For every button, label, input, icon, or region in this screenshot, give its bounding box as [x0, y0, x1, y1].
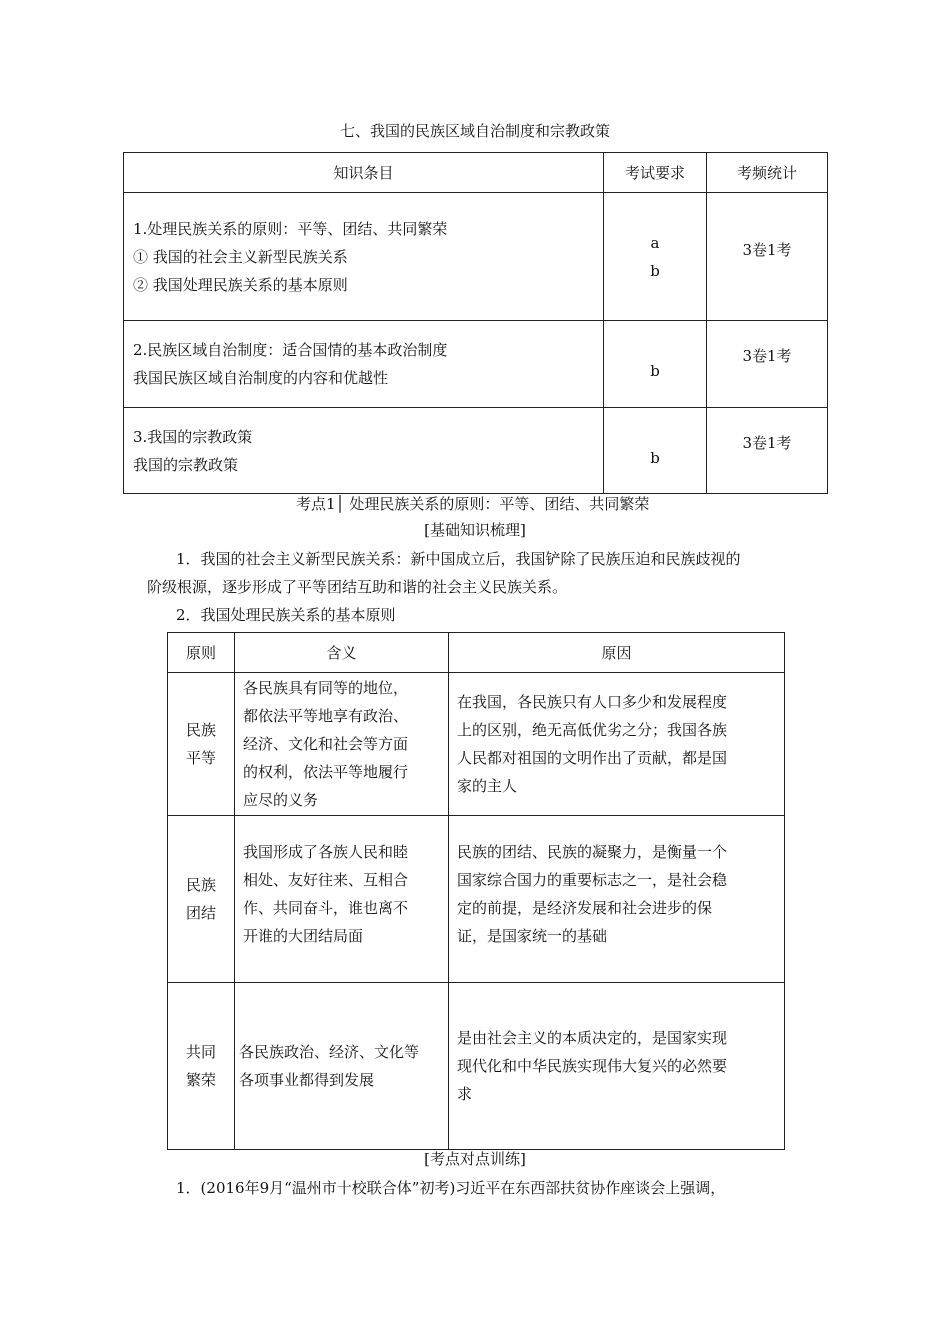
paragraph-line: 阶级根源，逐步形成了平等团结互助和谐的社会主义民族关系。: [147, 578, 568, 596]
reason-line: 国家综合国力的重要标志之一，是社会稳: [457, 871, 728, 889]
knowledge-item-cell: [124, 321, 604, 408]
knowledge-item-cell: [124, 193, 604, 321]
meaning-line: 相处、友好往来、互相合: [243, 871, 409, 889]
reason-line: 家的主人: [457, 777, 518, 795]
meaning-line: 都依法平等地享有政治、: [243, 707, 409, 725]
reason-line: 人民都对祖国的文明作出了贡献，都是国: [457, 749, 728, 767]
header-reason: 原因: [449, 633, 785, 673]
item-line: 1.处理民族关系的原则：平等、团结、共同繁荣: [133, 219, 448, 238]
table-row: [168, 816, 785, 983]
table-header-row: [124, 153, 828, 193]
requirement-cell: [604, 321, 707, 408]
meaning-line: 作、共同奋斗，谁也离不: [243, 899, 409, 917]
reason-cell: [449, 816, 785, 983]
principle-line: 团结: [185, 904, 216, 922]
principle-line: 共同: [185, 1043, 216, 1061]
principle-cell: [168, 816, 235, 983]
reason-line: 民族的团结、民族的凝聚力，是衡量一个: [457, 843, 728, 861]
requirement-value: b: [650, 449, 660, 467]
reason-line: 在我国，各民族只有人口多少和发展程度: [457, 693, 728, 711]
meaning-line: 应尽的义务: [243, 791, 319, 809]
meaning-cell: [235, 673, 449, 816]
item-line: 2.民族区域自治制度：适合国情的基本政治制度: [133, 341, 448, 359]
item-line: ① 我国的社会主义新型民族关系: [133, 247, 348, 266]
principle-line: 繁荣: [185, 1071, 216, 1089]
principle-cell: [168, 673, 235, 816]
requirement-value: a: [650, 233, 660, 252]
meaning-line: 的权利，依法平等地履行: [243, 763, 409, 781]
table-row: [124, 321, 828, 408]
table-row: [124, 408, 828, 494]
section-title: 七、我国的民族区域自治制度和宗教政策: [339, 122, 610, 140]
principle-cell: [168, 983, 235, 1150]
principle-line: 民族: [185, 721, 216, 739]
frequency-cell: 3卷1考: [707, 408, 828, 494]
header-knowledge-item: 知识条目: [124, 153, 604, 193]
meaning-line: 开谁的大团结局面: [243, 927, 364, 945]
basic-knowledge-heading: [基础知识梳理]: [424, 521, 526, 539]
requirement-value: b: [650, 362, 660, 380]
principle-line: 民族: [185, 876, 216, 894]
requirement-value: b: [650, 261, 660, 280]
header-frequency: 考频统计: [707, 153, 828, 193]
header-meaning: 含义: [235, 633, 449, 673]
meaning-line: 经济、文化和社会等方面: [243, 735, 409, 753]
header-exam-requirement: 考试要求: [604, 153, 707, 193]
training-heading: [考点对点训练]: [424, 1150, 526, 1168]
item-line: ② 我国处理民族关系的基本原则: [133, 275, 348, 294]
table-row: [168, 673, 785, 816]
requirement-cell: [604, 408, 707, 494]
meaning-cell: [235, 983, 449, 1150]
meaning-line: 各民族具有同等的地位，: [243, 679, 409, 697]
requirement-cell: [604, 193, 707, 321]
item-line: 3.我国的宗教政策: [133, 427, 253, 446]
meaning-line: 各民族政治、经济、文化等: [239, 1043, 420, 1061]
principle-line: 平等: [185, 749, 216, 767]
paragraph-heading: 2．我国处理民族关系的基本原则: [176, 606, 396, 624]
principles-table: [167, 632, 785, 1150]
header-principle: 原则: [168, 633, 235, 673]
meaning-cell: [235, 816, 449, 983]
item-line: 我国的宗教政策: [133, 455, 239, 474]
reason-line: 定的前提，是经济发展和社会进步的保: [457, 899, 713, 917]
question-text: 1．(2016年9月“温州市十校联合体”初考)习近平在东西部扶贫协作座谈会上强调，: [176, 1179, 726, 1197]
item-line: 我国民族区域自治制度的内容和优越性: [133, 369, 389, 387]
frequency-cell: 3卷1考: [707, 321, 828, 408]
kaodian-title: 考点1│ 处理民族关系的原则：平等、团结、共同繁荣: [296, 495, 650, 513]
reason-cell: [449, 983, 785, 1150]
meaning-line: 我国形成了各族人民和睦: [243, 843, 409, 861]
table-header-row: [168, 633, 785, 673]
meaning-line: 各项事业都得到发展: [239, 1071, 375, 1089]
table-row: [168, 983, 785, 1150]
reason-line: 上的区别，绝无高低优劣之分；我国各族: [457, 721, 728, 739]
reason-cell: [449, 673, 785, 816]
table-row: [124, 193, 828, 321]
reason-line: 求: [457, 1085, 473, 1103]
knowledge-item-cell: [124, 408, 604, 494]
paragraph-line: 1．我国的社会主义新型民族关系：新中国成立后，我国铲除了民族压迫和民族歧视的: [176, 550, 741, 568]
reason-line: 现代化和中华民族实现伟大复兴的必然要: [457, 1057, 728, 1075]
reason-line: 是由社会主义的本质决定的，是国家实现: [457, 1029, 728, 1047]
reason-line: 证，是国家统一的基础: [457, 927, 608, 945]
knowledge-table: [123, 152, 828, 494]
frequency-cell: 3卷1考: [707, 193, 828, 321]
